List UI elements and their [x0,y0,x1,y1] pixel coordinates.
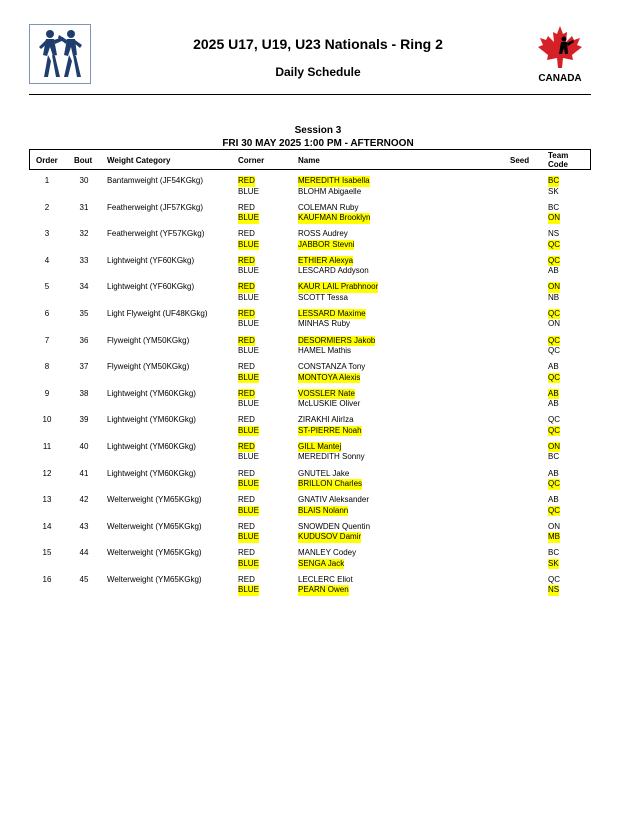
red-team-code: BC [548,202,560,212]
table-row [0,305,636,332]
red-team-code: AB [548,388,559,398]
schedule-table-body [0,172,636,598]
order-cell: 2 [44,202,50,212]
blue-corner-label: BLUE [238,239,259,249]
blue-boxer-name: PEARN Owen [298,585,349,595]
red-team-code: ON [548,441,560,451]
red-corner-label: RED [238,521,255,531]
col-bout-header: Bout [74,156,93,165]
red-corner-label: RED [238,415,255,425]
table-header [29,149,591,170]
weight-category-cell: Featherweight (YF57KGkg) [107,229,205,239]
order-cell: 6 [44,308,50,318]
red-team-code: QC [548,574,560,584]
col-weight-header: Weight Category [107,156,171,165]
blue-team-code: MB [548,532,560,542]
blue-boxer-name: BLOHM Abigaelle [298,186,362,196]
blue-corner-label: BLUE [238,346,259,356]
red-corner-label: RED [238,335,255,345]
blue-boxer-name: BRILLON Charles [298,479,363,489]
weight-category-cell: Welterweight (YM65KGkg) [107,548,202,558]
weight-category-cell: Welterweight (YM65KGkg) [107,521,202,531]
red-boxer-name: CONSTANZA Tony [298,362,366,372]
order-cell: 14 [42,521,52,531]
blue-boxer-name: MINHAS Ruby [298,319,351,329]
order-cell: 7 [44,335,50,345]
blue-corner-label: BLUE [238,452,259,462]
red-team-code: BC [548,548,560,558]
order-cell: 3 [44,229,50,239]
red-corner-label: RED [238,308,255,318]
red-boxer-name: ROSS Audrey [298,229,348,239]
red-corner-label: RED [238,441,255,451]
red-corner-label: RED [238,548,255,558]
red-team-code: AB [548,468,559,478]
bout-cell: 41 [79,468,89,478]
boxing-canada-logo [534,24,586,84]
red-corner-label: RED [238,468,255,478]
table-row [0,252,636,279]
blue-team-code: ON [548,213,560,223]
red-corner-label: RED [238,282,255,292]
order-cell: 11 [42,441,52,451]
red-boxer-name: MEREDITH Isabella [298,176,370,185]
weight-category-cell: Welterweight (YM65KGkg) [107,495,202,505]
blue-boxer-name: ST-PIERRE Noah [298,425,362,435]
table-row [0,411,636,438]
blue-corner-label: BLUE [238,479,259,489]
red-corner-label: RED [238,202,255,212]
bout-cell: 32 [79,229,89,239]
blue-corner-label: BLUE [238,186,259,196]
blue-team-code: ON [548,319,560,329]
blue-corner-label: BLUE [238,292,259,302]
red-corner-label: RED [238,255,255,265]
bout-cell: 42 [79,495,89,505]
weight-category-cell: Lightweight (YM60KGkg) [107,388,196,398]
blue-corner-label: BLUE [238,505,259,515]
bout-cell: 36 [79,335,89,345]
red-team-code: QC [548,335,560,345]
order-cell: 10 [42,415,52,425]
order-cell: 8 [44,362,50,372]
blue-boxer-name: KAUFMAN Brooklyn [298,213,371,223]
red-team-code: QC [548,308,560,318]
red-boxer-name: COLEMAN Ruby [298,202,359,212]
session-name: Session 3 [294,125,342,136]
blue-team-code: QC [548,505,560,515]
weight-category-cell: Lightweight (YM60KGkg) [107,415,196,425]
col-corner-header: Corner [238,156,265,165]
order-cell: 16 [42,574,52,584]
table-row [0,225,636,252]
blue-team-code: NB [548,292,560,302]
red-team-code: BC [548,176,560,185]
table-row [0,518,636,545]
blue-team-code: QC [548,239,560,249]
header-rule [29,94,591,95]
weight-category-cell: Light Flyweight (UF48KGkg) [107,308,208,318]
blue-team-code: QC [548,372,560,382]
blue-team-code: BC [548,452,560,462]
col-seed-header: Seed [510,156,530,165]
weight-category-cell: Featherweight (JF57KGkg) [107,202,204,212]
red-boxer-name: KAUR LAIL Prabhnoor [298,282,379,292]
blue-boxer-name: SCOTT Tessa [298,292,348,302]
weight-category-cell: Lightweight (YF60KGkg) [107,282,195,292]
table-row [0,385,636,412]
red-team-code: NS [548,229,560,239]
bout-cell: 43 [79,521,89,531]
table-row [0,278,636,305]
red-boxer-name: GNATIV Aleksander [298,495,369,505]
order-cell: 5 [44,282,50,292]
weight-category-cell: Bantamweight (JF54KGkg) [107,176,204,185]
red-corner-label: RED [238,388,255,398]
table-row [0,332,636,359]
blue-team-code: AB [548,399,559,409]
order-cell: 12 [42,468,52,478]
blue-boxer-name: HAMEL Mathis [298,346,352,356]
red-boxer-name: LESSARD Maxime [298,308,366,318]
red-boxer-name: ZIRAKHI AlirIza [298,415,354,425]
page-subtitle: Daily Schedule [275,65,361,79]
red-team-code: ON [548,521,560,531]
red-corner-label: RED [238,495,255,505]
red-boxer-name: SNOWDEN Quentin [298,521,371,531]
red-team-code: AB [548,362,559,372]
table-row [0,358,636,385]
bout-cell: 30 [79,176,89,185]
red-team-code: QC [548,415,560,425]
table-row [0,544,636,571]
col-team-header-line2: Code [548,160,568,169]
blue-team-code: AB [548,266,559,276]
blue-team-code: SK [548,558,559,568]
table-row [0,571,636,598]
bout-cell: 35 [79,308,89,318]
blue-corner-label: BLUE [238,532,259,542]
blue-corner-label: BLUE [238,558,259,568]
blue-corner-label: BLUE [238,399,259,409]
bout-cell: 33 [79,255,89,265]
red-boxer-name: GILL Mantej [298,441,342,451]
blue-boxer-name: MONTOYA Alexis [298,372,361,382]
blue-corner-label: BLUE [238,425,259,435]
blue-corner-label: BLUE [238,319,259,329]
bout-cell: 38 [79,388,89,398]
table-row [0,172,636,199]
blue-corner-label: BLUE [238,266,259,276]
order-cell: 9 [44,388,50,398]
blue-boxer-name: BLAIS Nolann [298,505,349,515]
table-row [0,465,636,492]
red-team-code: ON [548,282,560,292]
order-cell: 4 [44,255,50,265]
blue-team-code: SK [548,186,559,196]
blue-team-code: QC [548,425,560,435]
weight-category-cell: Welterweight (YM65KGkg) [107,574,202,584]
weight-category-cell: Lightweight (YF60KGkg) [107,255,195,265]
session-datetime: FRI 30 MAY 2025 1:00 PM - AFTERNOON [222,138,414,149]
blue-boxer-name: LESCARD Addyson [298,266,369,276]
blue-team-code: NS [548,585,560,595]
bout-cell: 44 [79,548,89,558]
blue-boxer-name: KUDUSOV Damir [298,532,362,542]
col-order-header: Order [36,156,58,165]
red-boxer-name: MANLEY Codey [298,548,357,558]
red-boxer-name: LECLERC Eliot [298,574,353,584]
bout-cell: 31 [79,202,89,212]
blue-corner-label: BLUE [238,585,259,595]
table-row [0,438,636,465]
col-name-header: Name [298,156,320,165]
weight-category-cell: Flyweight (YM50KGkg) [107,362,190,372]
blue-boxer-name: MEREDITH Sonny [298,452,365,462]
weight-category-cell: Flyweight (YM50KGkg) [107,335,190,345]
order-cell: 1 [44,176,50,185]
blue-corner-label: BLUE [238,213,259,223]
red-corner-label: RED [238,574,255,584]
weight-category-cell: Lightweight (YM60KGkg) [107,468,196,478]
order-cell: 13 [42,495,52,505]
bout-cell: 39 [79,415,89,425]
bout-cell: 40 [79,441,89,451]
table-row [0,199,636,226]
red-team-code: AB [548,495,559,505]
session-block [0,125,636,151]
red-team-code: QC [548,255,560,265]
blue-corner-label: BLUE [238,372,259,382]
logo-canada-text: CANADA [538,73,582,84]
red-corner-label: RED [238,362,255,372]
red-boxer-name: VOSSLER Nate [298,388,355,398]
blue-boxer-name: McLUSKIE Oliver [298,399,361,409]
order-cell: 15 [42,548,52,558]
red-boxer-name: GNUTEL Jake [298,468,350,478]
table-row [0,491,636,518]
maple-leaf-icon [534,24,586,84]
blue-team-code: QC [548,479,560,489]
blue-boxer-name: JABBOR Stevni [298,239,355,249]
red-boxer-name: DESORMIERS Jakob [298,335,376,345]
bout-cell: 37 [79,362,89,372]
red-corner-label: RED [238,229,255,239]
weight-category-cell: Lightweight (YM60KGkg) [107,441,196,451]
blue-boxer-name: SENGA Jack [298,558,345,568]
page-title: 2025 U17, U19, U23 Nationals - Ring 2 [193,36,443,52]
red-boxer-name: ETHIER Alexya [298,255,354,265]
red-corner-label: RED [238,176,255,185]
bout-cell: 34 [79,282,89,292]
bout-cell: 45 [79,574,89,584]
col-team-header-line1: Team [548,151,569,160]
blue-team-code: QC [548,346,560,356]
